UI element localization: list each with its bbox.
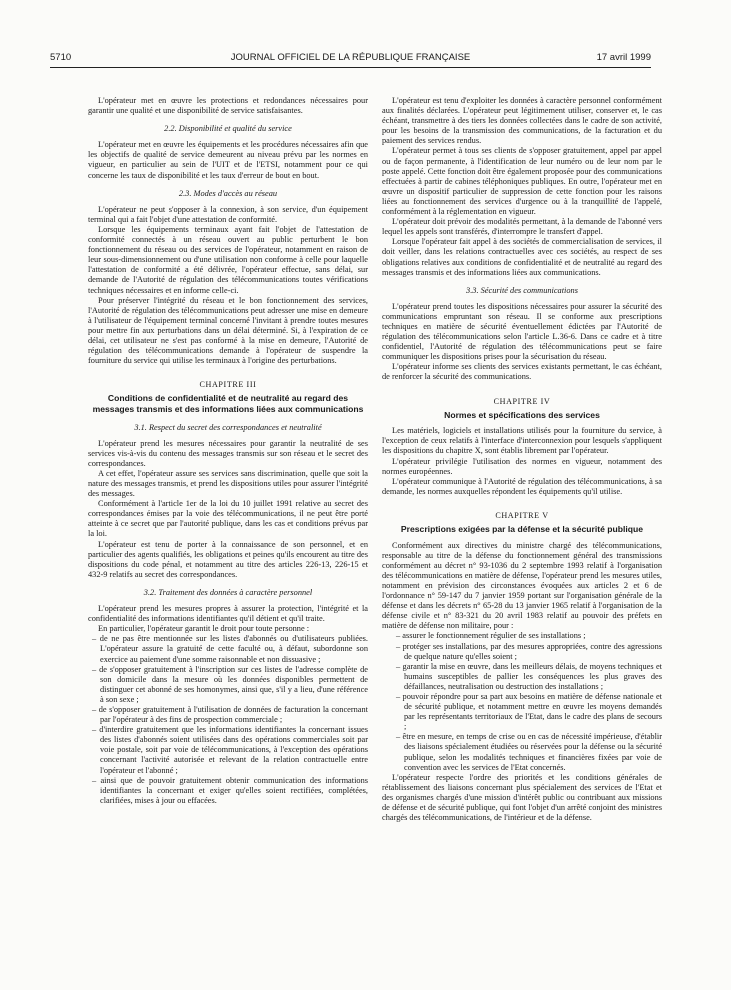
chapter-label: CHAPITRE III [199,380,257,390]
list-item: – de ne pas être mentionnée sur les listes d'abonnés ou d'utilisateurs publiées. L'opérateur assure la gratuité de cette faculté ou, à défaut, subordonne son exercice au paiement d'une somme raisonnable et non dissuasive ; [92,634,368,664]
paragraph: L'opérateur prend toutes les dispositions nécessaires pour assurer la sécurité des communications empruntant son réseau. Il se conforme aux prescriptions techniques en matière de sécurité éventuellement édictées par l'Autorité de régulation des télécommunications selon l'article L.36-6. Dans ce cadre et à titre confidentiel, l'Autorité de régulation des télécommunications peut se faire communiquer les dispositions prises pour la sécurisation du réseau. [382,301,662,362]
paragraph: L'opérateur permet à tous ses clients de s'opposer gratuitement, appel par appel ou de façon permanente, à l'identification de leur numéro ou de leur nom par le poste appelé. Cette fonction doit être également proposée pour des communications effectuées à partir de cabines téléphoniques publiques. En outre, l'opérateur met en œuvre un dispositif particulier de suppression de cette fonction pour les raisons liées au fonctionnement des services d'urgence ou à la tranquillité de l'appelé, conformément à la réglementation en vigueur. [382,146,662,217]
section-title: 2.3. Modes d'accès au réseau [178,188,278,198]
section-title: 3.1. Respect du secret des correspondances et neutralité [134,422,322,432]
header-rule [50,67,651,68]
list-item: – assurer le fonctionnement régulier de ses installations ; [396,631,586,641]
paragraph: L'opérateur met en œuvre les équipements et les procédures nécessaires afin que les objectifs de qualité de service demeurent au niveau prévu par les normes en vigueur, en particulier au sein de l'UIT et de l'ETSI, notamment pour ce qui concerne les taux de disponibilité et les taux d'erreur de bout en bout. [88,140,368,180]
list-item: – de s'opposer gratuitement à l'inscription sur ces listes de l'adresse complète de son domicile dans la mesure où les données disponibles permettent de distinguer cet abonné de ses homonymes, ainsi que, s'il y a lieu, d'une référence à son sexe ; [92,664,368,704]
paragraph: Conformément à l'article 1er de la loi du 10 juillet 1991 relative au secret des correspondances émises par la voie des télécommunications, il ne peut être porté atteinte à ce secret que par l'autorité publique, dans les cas et conditions prévus par la loi. [88,499,368,539]
list-item: – garantir la mise en œuvre, dans les meilleurs délais, de moyens techniques et humains susceptibles de pallier les conséquences les plus graves des défaillances, neutralisation ou destruction des installations ; [396,661,662,691]
left-column [88,96,368,952]
publication-date: 17 avril 1999 [596,52,651,63]
paragraph: L'opérateur est tenu de porter à la connaissance de son personnel, et en particulier des agents qualifiés, les obligations et peines qu'ils encourent au titre des dispositions du code pénal, et notamment au titre des articles 226-13, 226-15 et 432-9 relatifs au secret des correspondances. [88,539,368,579]
chapter-title: Normes et spécifications des services [444,409,600,420]
defense-measures-list [382,631,662,772]
paragraph: Lorsque les équipements terminaux ayant fait l'objet de l'attestation de conformité connectés à un réseau ouvert au public perturbent le bon fonctionnement du réseau ou des services de l'opérateur, notamment en raison de leur sous-dimensionnement ou d'une utilisation non conforme à celle pour laquelle l'attestation de conformité a été délivrée, l'opérateur effectue, sans délai, sur demande de l'Autorité de régulation des télécommunications toutes vérifications techniques nécessaires et en informe celle-ci. [88,224,368,295]
page-header [50,52,651,66]
right-column [382,96,662,952]
list-item: – protéger ses installations, par des mesures appropriées, contre des agressions de quelque nature qu'elles soient ; [396,641,662,661]
paragraph: L'opérateur prend les mesures propres à assurer la protection, l'intégrité et la confidentialité des informations identifiantes qu'il détient et qu'il traite. [88,604,368,624]
section-title: 3.3. Sécurité des communications [466,285,578,295]
list-item: – de s'opposer gratuitement à l'utilisation de données de facturation la concernant par l'opérateur à des fins de prospection commerciale ; [92,704,368,725]
list-item: – pouvoir répondre pour sa part aux besoins en matière de défense nationale et de sécurité publique, et notamment mettre en œuvre les moyens demandés par les représentants territoriaux de l'Etat, dans le cadre des plans de secours ; [396,691,662,732]
paragraph: L'opérateur prend les mesures nécessaires pour garantir la neutralité de ses services vis-à-vis du contenu des messages transmis sur son réseau et le secret des correspondances. [88,438,368,468]
chapter-title: Conditions de confidentialité et de neutralité au regard des messages transmis et des informations liées aux communications [92,393,364,414]
paragraph: Les matériels, logiciels et installations utilisés pour la fourniture du service, à l'exception de ceux relatifs à l'interface d'interconnexion pour lesquels s'appliquent les dispositions du chapitre X, sont établis librement par l'opérateur. [382,426,662,456]
paragraph: L'opérateur met en œuvre les protections et redondances nécessaires pour garantir une qualité et une disponibilité de service satisfaisantes. [88,96,368,116]
section-title: 3.2. Traitement des données à caractère personnel [143,587,313,597]
list-item: – ainsi que de pouvoir gratuitement obtenir communication des informations identifiantes la concernant et exiger qu'elles soient rectifiées, complétées, clarifiées, mises à jour ou effacées. [92,775,368,805]
chapter-title: Prescriptions exigées par la défense et la sécurité publique [400,523,644,534]
chapter-label: CHAPITRE V [495,510,549,520]
journal-title: JOURNAL OFFICIEL DE LA RÉPUBLIQUE FRANÇAISE [230,52,471,63]
paragraph: L'opérateur privilégie l'utilisation des normes en vigueur, notamment des normes européennes. [382,456,662,476]
list-item: – d'interdire gratuitement que les informations identifiantes la concernant issues des listes d'abonnés soient utilisées dans des opérations commerciales soit par voie postale, soit par voie de télécommunications, à l'exception des opérations concernant l'activité autorisée et relevant de la relation contractuelle entre l'opérateur et l'abonné ; [92,725,368,775]
chapter-label: CHAPITRE IV [493,396,551,406]
paragraph: L'opérateur informe ses clients des services existants permettant, le cas échéant, de renforcer la sécurité des communications. [382,362,662,382]
section-title: 2.2. Disponibilité et qualité du service [164,124,292,134]
paragraph: A cet effet, l'opérateur assure ses services sans discrimination, quelle que soit la nature des messages transmis, et prend les dispositions utiles pour assurer l'intégrité des messages. [88,468,368,499]
paragraph: L'opérateur ne peut s'opposer à la connexion, à son service, d'un équipement terminal qui a fait l'objet d'une attestation de conformité. [88,204,368,224]
paragraph: L'opérateur doit prévoir des modalités permettant, à la demande de l'abonné vers lequel les appels sont transférés, d'interrompre le transfert d'appel. [382,217,662,237]
paragraph: L'opérateur communique à l'Autorité de régulation des télécommunications, à sa demande, les normes auxquelles répondent les équipements qu'il utilise. [382,476,662,496]
list-item: – être en mesure, en temps de crise ou en cas de nécessité impérieuse, d'établir des liaisons spécialement étudiées ou réservées pour la défense ou la sécurité publique, selon les modalités techniques et financières fixées par voie de convention avec les services de l'Etat concernés. [396,732,662,772]
paragraph: Conformément aux directives du ministre chargé des télécommunications, responsable au titre de la défense du fonctionnement général des transmissions conformément au décret n° 93-1036 du 2 septembre 1993 relatif à l'organisation des télécommunications en matière de défense, l'opérateur prend les mesures utiles, notamment en prévision des circonstances évoquées aux articles 2 et 6 de l'ordonnance n° 59-147 du 7 janvier 1959 portant sur l'organisation générale de la défense et dans les décrets n° 65-28 du 13 janvier 1965 relatif à l'organisation de la défense civile et n° 83-321 du 20 avril 1983 relatif au pouvoir des préfets en matière de défense non militaire, pour : [382,540,662,631]
rights-list [88,634,368,806]
page-number: 5710 [50,52,72,63]
paragraph: L'opérateur respecte l'ordre des priorités et les conditions générales de rétablissement des liaisons concernant plus spécialement des services de l'Etat et des organismes chargés d'une mission d'intérêt public ou contribuant aux missions de défense et de sécurité publique, qui font l'objet d'un arrêté conjoint des ministres chargés des télécommunications, de l'intérieur et de la défense. [382,772,662,823]
paragraph: En particulier, l'opérateur garantit le droit pour toute personne : [98,624,310,634]
paragraph: Lorsque l'opérateur fait appel à des sociétés de commercialisation de services, il doit veiller, dans les relations contractuelles avec ces sociétés, au respect de ses obligations relatives aux conditions de confidentialité et de neutralité au regard des messages transmis et des informations liées aux communications. [382,237,662,277]
paragraph: L'opérateur est tenu d'exploiter les données à caractère personnel conformément aux finalités déclarées. L'opérateur peut légitimement utiliser, conserver et, le cas échéant, transmettre à des tiers les données collectées dans le cadre de son activité, pour les besoins de la transmission des communications, de la facturation et du paiement des services rendus. [382,96,662,146]
paragraph: Pour préserver l'intégrité du réseau et le bon fonctionnement des services, l'Autorité de régulation des télécommunications peut adresser une mise en demeure à l'utilisateur de l'équipement terminal concerné l'invitant à prendre toutes mesures pour mettre fin aux perturbations dans un délai déterminé. Si, à l'expiration de ce délai, cet utilisateur ne s'est pas conformé à la mise en demeure, l'Autorité de régulation des télécommunications demande à l'opérateur de suspendre la fourniture du service qui utilise les terminaux à l'origine des perturbations. [88,295,368,366]
